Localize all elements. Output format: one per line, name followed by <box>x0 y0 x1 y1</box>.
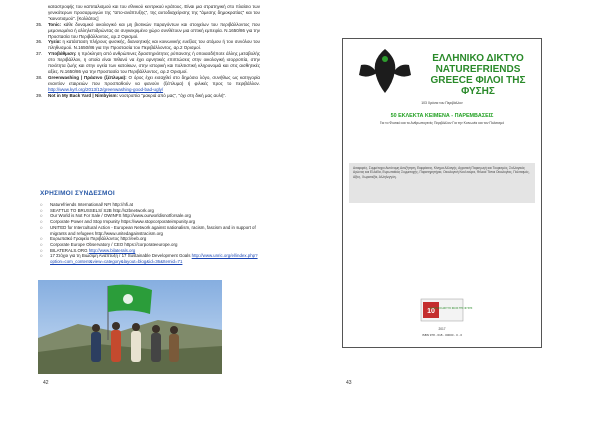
list-item[interactable]: ○ SEATTLE TO BRUSSELS/ S2B http://s2bnetwork.org <box>40 207 154 213</box>
cover-isbn: ISBN 978 - 618 - 00000 - 0 - 0 <box>421 333 463 337</box>
group-photo <box>38 280 222 374</box>
list-item[interactable]: ○ Ευρωπαϊκό Γραφείο Περιβάλλοντος http://eeb.org <box>40 236 147 242</box>
stamp-text: ΕΛΛΗΝΙΚΟ ΔΙΚΤΥΟ ΦΙΛΟΙ ΤΗΣ ΦΥΣΗΣ <box>429 307 473 310</box>
cover-green-title: 50 ΕΚΛΕΚΤΑ ΚΕΙΜΕΝΑ - ΠΑΡΕΜΒΑΣΕΙΣ <box>390 113 494 119</box>
right-page <box>300 0 600 424</box>
page-number: 42 <box>43 380 49 386</box>
stamp-year: 10 <box>427 308 435 315</box>
links-list <box>40 202 262 265</box>
group-photo-image <box>38 280 222 374</box>
list-item[interactable]: ○ UNITED for Intercultural Action - European Network against nationalism, racism, fascism and in support of migrants and refugees http://www.unitedagainstracism.org <box>40 224 256 236</box>
page-number: 43 <box>346 380 352 386</box>
list-item[interactable]: ○ Our World is Not For Sale / OWINFS http://www.ourworldisnotforsale.org <box>40 213 191 219</box>
cover-subtitle: Για το Φυσικό και το Ανθρωπογενές Περιβάλλον Για την Κοινωνία και τον Πολιτισμό <box>379 121 505 125</box>
list-item: 38. Greenwashing | Πράσινο (ξέπλυμα): Ο όρος έχει εισαχθεί στο δημόσιο λόγο, συνήθως ως κατηγορία εναντίον εταιρειών που προσπαθούν να φανούν (ξέπλυμα) ή φιλικές προς το περιβάλλον. http://www.kyrl.org/2013/12/greenwashing-good-bad-ugly/ <box>36 74 260 92</box>
list-item: 36. Υγεία: η κατάσταση πλήρους φυσικής, διανοητικής και κοινωνικής ευεξίας του ατόμου ή του συνόλου του πληθυσμού. Ν.1650/86 για την Προστασία του Περιβάλλοντος, αρ.2 Ορισμοί. <box>36 39 260 51</box>
list-item[interactable]: ○ Naturefriends International/ NFI http://nfi.at <box>40 202 133 207</box>
definitions-list <box>36 4 260 99</box>
book-cover <box>342 38 542 348</box>
links-heading: ΧΡΗΣΙΜΟΙ ΣΥΝΔΕΣΜΟΙ <box>40 190 115 197</box>
list-item: 37. Υποβάθμιση: η πρόκληση από ανθρώπινες δραστηριότητες ρύπανσης ή οποιασδήποτε άλλης μεταβολής στο περιβάλλον, η οποία είναι πιθανό να έχει αρνητικές επιπτώσεις στην οικολογική ισορροπία, στην ποιότητα ζωής και στην υγεία των κατοίκων, στην ιστορική και πολιτιστική κληρονομιά και στις αισθητικές αξίες. Ν.1650/86 για την Προστασία του Περιβάλλοντος, αρ.2 Ορισμοί. <box>36 51 260 74</box>
anniversary-stamp <box>421 299 473 321</box>
continued-paragraph: καταστροφής του καπιταλισμού και του εθνικού κεντρικού κράτους. Είναι μια στρατηγική στο πλαίσιο των γενικότερων προσαρμογών της "απο-ανάπτυξης", της αυτοδιαχείρισης της "άμεσης δημοκρατίας" και του "κοινοτισμού". [Κολλάτος] <box>48 4 260 21</box>
list-item: 35. Tonic: κάθε δυναμικό οικολογικό και μη βιοτικών παραγόντων και στοιχείων του περιβάλλοντος που μεμονωμένα ή αλληλεπιδρώντας σε συγκεκριμένο χώρο συνθέτουν μια οπτική εμπειρία. Ν.1650/86 για την Προστασία του Περιβάλλοντος, αρ.2 Ορισμοί. <box>36 21 260 39</box>
list-item[interactable]: ○ 17 Στόχοι για τη Βιώσιμη Ανάπτυξη / 17 Sustainable Development Goals http://www.unric.org/el/index.php?option=com_content&view=category&layout=blog&id=36&Itemid=71 <box>40 253 258 265</box>
list-item: 39. Not in My Back Yard | Nimbyism: νοοτροπία "μακριά από μας", "όχι στη δική μας αυλή". <box>36 92 227 98</box>
naturefriends-logo <box>353 45 417 97</box>
bilaterals-link[interactable]: http://www.bilaterals.org <box>88 247 136 253</box>
cover-authors-box: Αναφορές, Συμμέτοχοι Αυτόνομη Αναζήτηση, Εκφράσεις, Κίνημα Αλλαγής, Αγροτική Παραγωγή και Τουρισμός, Συλλογικός Αγώνας και Ελλάδα, Ευρωπαϊκός Συμμετοχής, Παρατηρητήρια, Οικολογική Κουλτούρα, Φιλικοί Τόποι Οικολογίας, Πολιτισμός, Αξίες, Χωροταξία, Αλληλεγγύη. <box>349 163 535 203</box>
greenwashing-link[interactable]: http://www.kyrl.org/2013/12/greenwashing-good-bad-ugly/ <box>48 86 164 92</box>
cover-year: 2017 <box>438 327 446 331</box>
list-item[interactable]: ○ Corporate Europe Observatory / CEO https://corporateeurope.org <box>40 241 178 247</box>
sdg-link[interactable]: http://www.unric.org/el/index.php?option=com_content&view=category&layout=blog&id=36&Itemid=71 <box>50 253 258 265</box>
cover-years: 103 Χρόνια του Περιβάλλον <box>421 101 463 105</box>
list-item[interactable]: ○ BILATERALS.ORG http://www.bilaterals.org <box>40 247 136 253</box>
cover-title: ΕΛΛΗΝΙΚΟ ΔΙΚΤΥΟ NATUREFRIENDS GREECE ΦΙΛΟΙ ΤΗΣ ΦΥΣΗΣ <box>430 53 526 97</box>
list-item[interactable]: ○ Corporate Power and Stop Impunity https://www.stopcorporateimpunity.org <box>40 219 196 225</box>
